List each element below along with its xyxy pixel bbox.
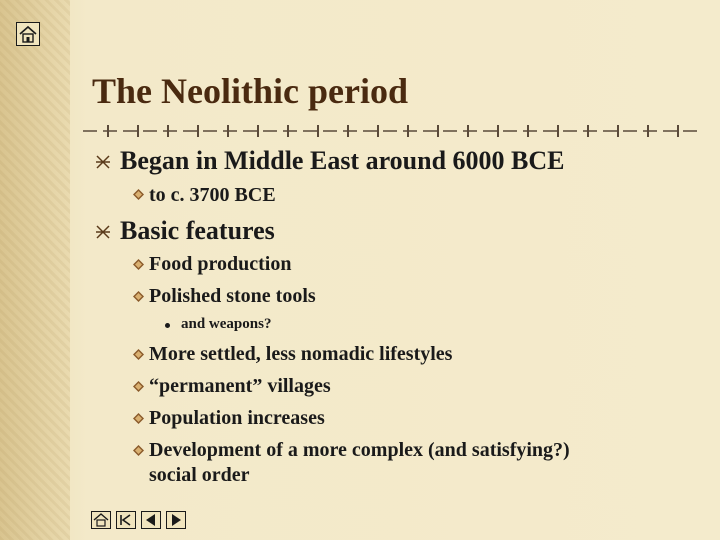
subbullet-to-3700: to c. 3700 BCE (149, 184, 276, 206)
nav-next-button[interactable] (166, 511, 186, 529)
title-divider-ticks (83, 124, 698, 138)
subbullet-development-continuation: social order (149, 464, 250, 486)
subbullet-settled: More settled, less nomadic lifestyles (149, 343, 453, 365)
previous-icon (142, 512, 160, 528)
level1-bullet-icon (95, 224, 111, 240)
next-icon (167, 512, 185, 528)
home-icon (92, 512, 110, 528)
nav-previous-button[interactable] (141, 511, 161, 529)
subbullet-population: Population increases (149, 407, 325, 429)
home-icon (17, 23, 39, 45)
subbullet-development: Development of a more complex (and satisfying?) (149, 439, 570, 461)
slide-title: The Neolithic period (92, 71, 408, 111)
subbullet-villages: “permanent” villages (149, 375, 331, 397)
bullet-began: Began in Middle East around 6000 BCE (120, 146, 565, 175)
left-decorative-border (0, 0, 70, 540)
level3-bullet-icon (165, 323, 170, 328)
bullet-basic-features: Basic features (120, 216, 275, 245)
level2-bullet-icon (133, 259, 144, 270)
home-button[interactable] (16, 22, 40, 46)
level2-bullet-icon (133, 381, 144, 392)
level2-bullet-icon (133, 189, 144, 200)
subsubbullet-weapons: and weapons? (181, 316, 272, 332)
nav-back-button[interactable] (116, 511, 136, 529)
subbullet-food-production: Food production (149, 253, 292, 275)
back-icon (117, 512, 135, 528)
level2-bullet-icon (133, 291, 144, 302)
level2-bullet-icon (133, 445, 144, 456)
subbullet-polished-tools: Polished stone tools (149, 285, 316, 307)
level1-bullet-icon (95, 154, 111, 170)
level2-bullet-icon (133, 349, 144, 360)
level2-bullet-icon (133, 413, 144, 424)
nav-home-button[interactable] (91, 511, 111, 529)
